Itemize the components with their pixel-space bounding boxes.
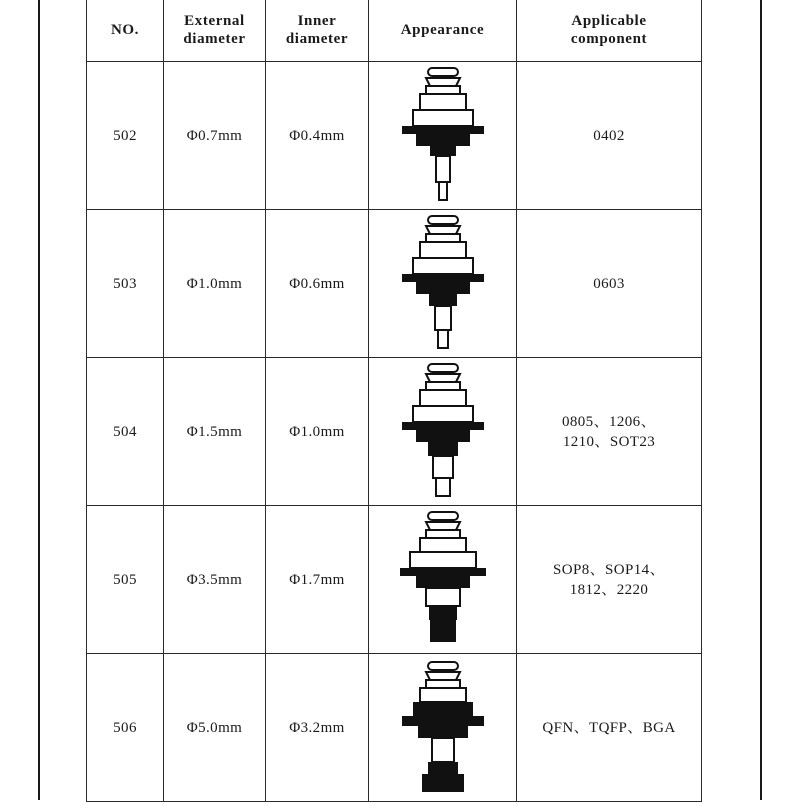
header-row: [87, 0, 702, 62]
header-appearance: Appearance: [369, 0, 517, 62]
nozzle-502-icon: [398, 66, 488, 206]
header-external-line1: External: [184, 13, 245, 29]
table-row: [87, 654, 702, 802]
nozzle-506-icon: [398, 658, 488, 798]
table-row: [87, 358, 702, 506]
cell-no: 502: [87, 62, 164, 210]
page-border-left: [38, 0, 40, 800]
table-row: [87, 506, 702, 654]
header-applicable-component: [517, 0, 702, 62]
cell-applicable-component: QFN、TQFP、BGA: [517, 654, 702, 802]
cell-inner-diameter: Φ3.2mm: [266, 654, 369, 802]
cell-no: 505: [87, 506, 164, 654]
cell-appearance: [369, 654, 517, 802]
cell-inner-diameter: Φ1.7mm: [266, 506, 369, 654]
header-applicable-line1: Applicable: [571, 13, 647, 29]
cell-no: 503: [87, 210, 164, 358]
nozzle-504-icon: [398, 362, 488, 502]
cell-applicable-component: 0805、1206、 1210、SOT23: [517, 358, 702, 506]
cell-external-diameter: Φ3.5mm: [164, 506, 266, 654]
header-external-diameter: [164, 0, 266, 62]
cell-inner-diameter: Φ0.6mm: [266, 210, 369, 358]
header-inner-diameter: [266, 0, 369, 62]
page-border-right: [760, 0, 762, 800]
header-no: NO.: [87, 0, 164, 62]
cell-external-diameter: Φ1.0mm: [164, 210, 266, 358]
cell-external-diameter: Φ0.7mm: [164, 62, 266, 210]
nozzle-505-icon: [398, 510, 488, 650]
table-row: [87, 62, 702, 210]
table-row: [87, 210, 702, 358]
cell-appearance: [369, 210, 517, 358]
header-external-line2: diameter: [183, 31, 246, 47]
cell-inner-diameter: Φ1.0mm: [266, 358, 369, 506]
header-inner-line1: Inner: [297, 13, 337, 29]
nozzle-503-icon: [398, 214, 488, 354]
cell-applicable-component: 0402: [517, 62, 702, 210]
cell-applicable-component: 0603: [517, 210, 702, 358]
cell-external-diameter: Φ5.0mm: [164, 654, 266, 802]
cell-inner-diameter: Φ0.4mm: [266, 62, 369, 210]
cell-appearance: [369, 506, 517, 654]
cell-external-diameter: Φ1.5mm: [164, 358, 266, 506]
cell-no: 504: [87, 358, 164, 506]
cell-appearance: [369, 358, 517, 506]
cell-applicable-component: SOP8、SOP14、 1812、2220: [517, 506, 702, 654]
cell-no: 506: [87, 654, 164, 802]
header-applicable-line2: component: [570, 31, 648, 47]
nozzle-spec-table: [86, 0, 702, 802]
cell-appearance: [369, 62, 517, 210]
header-inner-line2: diameter: [285, 31, 349, 47]
